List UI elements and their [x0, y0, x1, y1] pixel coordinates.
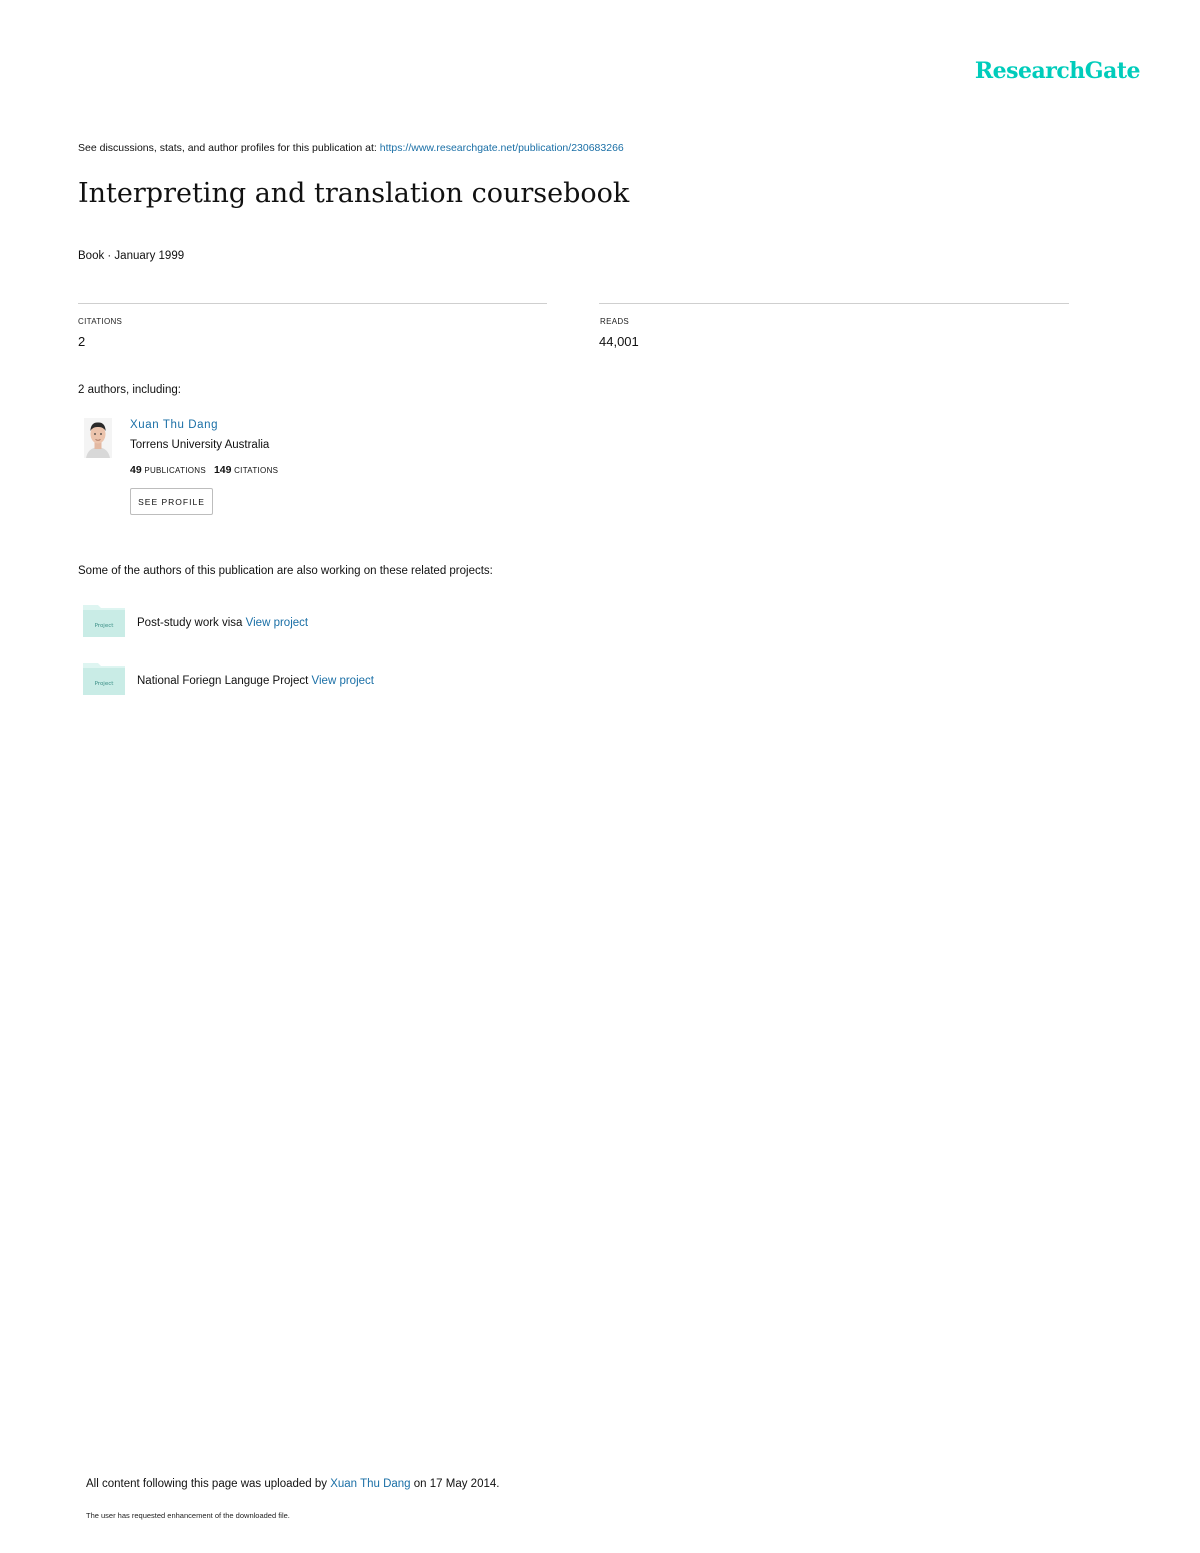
citations-label: CITATIONS	[78, 317, 123, 326]
project-folder-caption: Project	[94, 681, 114, 687]
author-name-link[interactable]: Xuan Thu Dang	[130, 419, 219, 431]
publication-url-link[interactable]: https://www.researchgate.net/publication/230683266	[379, 142, 624, 154]
uploader-link[interactable]: Xuan Thu Dang	[330, 1478, 411, 1490]
author-citations-count: 149	[213, 464, 232, 476]
header-line	[78, 142, 624, 154]
project-item	[137, 675, 374, 687]
researchgate-logo[interactable]: ResearchGate	[974, 58, 1140, 84]
upload-suffix: on 17 May 2014.	[410, 1478, 500, 1490]
enhancement-note: The user has requested enhancement of the downloaded file.	[86, 1511, 290, 1520]
author-citations-label: CITATIONS	[234, 466, 279, 475]
upload-note	[86, 1478, 499, 1490]
reads-value: 44,001	[599, 334, 639, 349]
publication-meta: Book · January 1999	[78, 250, 185, 262]
authors-heading: 2 authors, including:	[78, 384, 181, 396]
projects-heading: Some of the authors of this publication are also working on these related projects:	[78, 565, 493, 577]
project-name: National Foriegn Languge Project	[137, 675, 312, 687]
citations-value: 2	[78, 334, 86, 349]
project-folder-icon	[82, 603, 126, 638]
view-project-link[interactable]: View project	[245, 617, 309, 629]
page-title: Interpreting and translation coursebook	[78, 178, 630, 209]
author-counts	[130, 464, 278, 476]
project-folder-caption: Project	[94, 623, 114, 629]
reads-label: READS	[600, 317, 630, 326]
citations-divider	[78, 303, 547, 304]
upload-prefix: All content following this page was uploaded by	[86, 1478, 331, 1490]
author-photo-icon	[84, 418, 112, 458]
header-see-text: See discussions, stats, and author profiles for this publication at:	[78, 142, 380, 154]
see-profile-button[interactable]: SEE PROFILE	[130, 488, 213, 515]
author-affiliation: Torrens University Australia	[130, 439, 270, 451]
project-name: Post-study work visa	[137, 617, 246, 629]
view-project-link[interactable]: View project	[311, 675, 374, 687]
author-publications-label: PUBLICATIONS	[144, 466, 207, 475]
author-publications-count: 49	[130, 464, 142, 476]
avatar[interactable]	[84, 418, 112, 458]
reads-divider	[599, 303, 1069, 304]
project-item	[137, 617, 308, 629]
project-folder-icon	[82, 661, 126, 696]
